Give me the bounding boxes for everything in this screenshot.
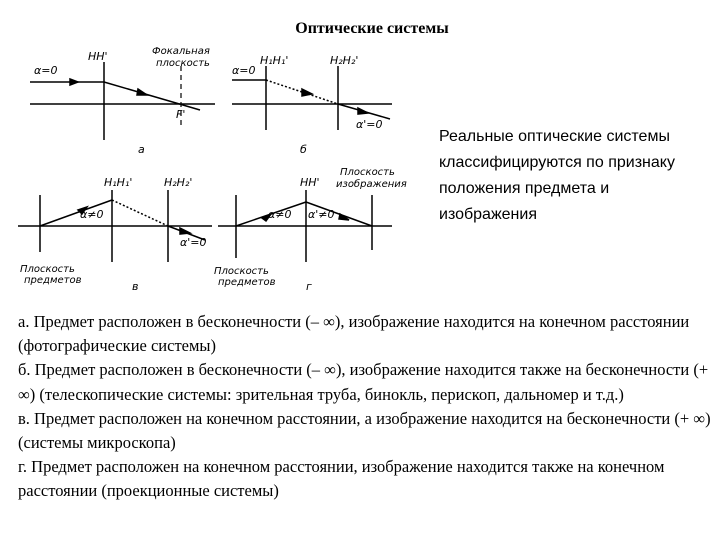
panel-a-focus-label: F': [176, 108, 186, 121]
panel-d-plane-label: HH': [300, 176, 320, 189]
panel-c-object-label-2: предметов: [24, 275, 82, 286]
panel-c-plane-label-1: H₁H₁': [104, 176, 133, 189]
panel-a-letter: а: [138, 143, 145, 156]
description-item-d: г. Предмет расположен на конечном расстоянии, изображение находится также на конечном расстоянии (проекционные системы): [18, 457, 665, 501]
panel-c-plane-label-2: H₂H₂': [164, 176, 193, 189]
panel-c-middle-ray: [112, 200, 168, 226]
panel-c-object-label-1: Плоскость: [20, 264, 75, 275]
panel-d-image-label-1: Плоскость: [340, 167, 395, 178]
panel-b-arrow-2: [358, 108, 368, 114]
panel-c-letter: в: [132, 280, 139, 293]
description-item-b: б. Предмет расположен в бесконечности (– ∞), изображение находится также на бесконечности (+ ∞) (телескопические системы: зрительная труба, бинокль, перископ, дальномер и т.д.): [18, 360, 709, 404]
panel-a-focal-label-2: плоскость: [156, 58, 210, 69]
panel-b-plane-label-1: H₁H₁': [260, 54, 289, 67]
panel-b-arrow: [302, 89, 312, 96]
panel-d-object-label-1: Плоскость: [214, 266, 269, 277]
description-item-c: в. Предмет расположен на конечном расстоянии, а изображение находится на бесконечности (+ ∞) (системы микроскопа): [18, 408, 711, 453]
panel-d-image-label-2: изображения: [336, 179, 407, 190]
panel-b-angle-label: α=0: [232, 64, 256, 77]
panel-b-letter: б: [300, 143, 307, 156]
panel-a-diagram: [30, 62, 215, 140]
panel-d-angle-label: α≠0: [268, 208, 292, 221]
side-note: Реальные оптические системы классифицируются по признаку положения предмета и изображения: [439, 128, 675, 223]
panel-b-plane-label-2: H₂H₂': [330, 54, 359, 67]
panel-c-diagram: [18, 190, 212, 262]
panel-c-out-angle-label: α'=0: [180, 236, 207, 249]
panel-a-arrow: [70, 79, 78, 85]
panel-a-plane-label: HH': [88, 50, 108, 63]
panel-c-arrow-2: [180, 228, 190, 234]
panel-a-angle-label: α=0: [34, 64, 58, 77]
panel-c-angle-label: α≠0: [80, 208, 104, 221]
page-title: Оптические системы: [295, 20, 449, 37]
panel-a-arrow-2: [137, 89, 147, 95]
panel-d-letter: г: [306, 280, 312, 293]
descriptions-list: [18, 310, 718, 504]
description-item-a: а. Предмет расположен в бесконечности (– ∞), изображение находится на конечном расстоянии (фотографические системы): [18, 312, 690, 356]
panel-a-refracted-ray: [104, 82, 200, 110]
panel-a-focal-label-1: Фокальная: [152, 46, 210, 57]
panel-d-object-label-2: предметов: [218, 277, 276, 288]
panel-d-out-angle-label: α'≠0: [308, 208, 335, 221]
panel-b-out-angle-label: α'=0: [356, 118, 383, 131]
panel-d-diagram: [218, 190, 392, 262]
